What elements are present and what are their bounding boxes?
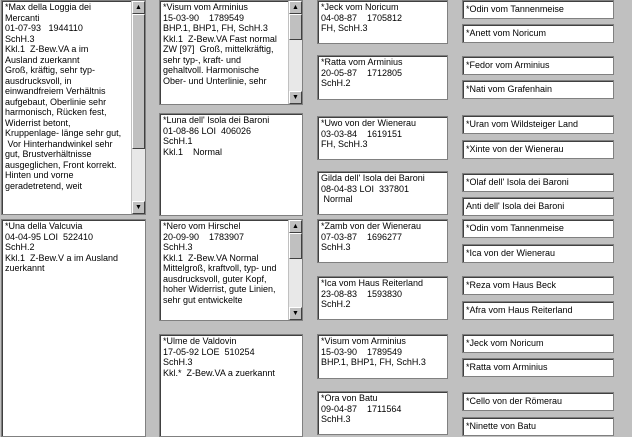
scrollbar[interactable] [131, 1, 145, 214]
ancestor-name-field[interactable]: *Anett vom Noricum [462, 24, 614, 43]
ancestor-name-field[interactable]: *Odin vom Tannenmeise [462, 0, 614, 19]
ancestor-info-text: *Ora von Batu 09-04-87 1711564 SchH.3 [321, 393, 402, 424]
ancestor-info-text: *Jeck vom Noricum 04-08-87 1705812 FH, SchH.3 [321, 2, 403, 33]
sire-info-text: *Max della Loggia dei Mercanti 01-07-93 1944110 SchH.3 Kkl.1 Z-Bew.VA a im Ausland zuerkannt Groß, kräftig, sehr typ- ausdrucksvoll, in einwandfreiem Verhältnis aufgebaut, Oberlinie sehr harmonisch, Rücken fest, Widerrist betont, Kruppenlage- länge sehr gut, Vor Hinterhandwinkel sehr gut, Brustverhältnisse ausgeglichen, Front korrekt. Hinten und vorne geradetretend, weit [5, 2, 122, 191]
dam-info-text: *Una della Valcuvia 04-04-95 LOI 522410 SchH.2 Kkl.1 Z-Bew.V a im Ausland zuerkannt [5, 221, 119, 273]
ancestor-name-field[interactable]: *Ninette von Batu [462, 417, 614, 436]
ancestor-name-field[interactable]: Anti dell' Isola dei Baroni [462, 197, 614, 216]
ancestor-info-box[interactable] [159, 113, 303, 216]
ancestor-info-text: *Visum vom Arminius 15-03-90 1789549 BHP.1, BHP1, FH, SchH.3 [321, 336, 426, 367]
ancestor-info-box[interactable] [317, 171, 448, 215]
scrollbar[interactable] [288, 220, 302, 320]
ancestor-info-box[interactable] [317, 276, 448, 320]
ancestor-info-box[interactable] [317, 0, 448, 44]
ancestor-info-box[interactable] [317, 116, 448, 160]
scroll-down-icon[interactable]: ▼ [289, 307, 302, 320]
ancestor-info-text: *Ratta vom Arminius 20-05-87 1712805 SchH.2 [321, 57, 403, 88]
ancestor-name-field[interactable]: *Jeck vom Noricum [462, 334, 614, 353]
ancestor-info-text: *Luna dell' Isola dei Baroni 01-08-86 LOI 406026 SchH.1 Kkl.1 Normal [163, 115, 270, 157]
ancestor-info-box[interactable] [317, 334, 448, 379]
scroll-down-icon[interactable]: ▼ [132, 201, 145, 214]
ancestor-name-field[interactable]: *Olaf dell' Isola dei Baroni [462, 173, 614, 192]
ancestor-info-box[interactable] [159, 219, 303, 321]
ancestor-info-text: *Ica vom Haus Reiterland 23-08-83 1593830 SchH.2 [321, 278, 424, 309]
ancestor-name-field[interactable]: *Nati vom Grafenhain [462, 80, 614, 99]
ancestor-name-field[interactable]: *Odin vom Tannenmeise [462, 219, 614, 238]
ancestor-name-field[interactable]: *Uran vom Wildsteiger Land [462, 115, 614, 134]
ancestor-name-field[interactable]: *Reza vom Haus Beck [462, 276, 614, 295]
ancestor-info-box[interactable] [159, 0, 303, 105]
ancestor-info-box[interactable] [159, 334, 303, 437]
scroll-down-icon[interactable]: ▼ [289, 91, 302, 104]
scroll-up-icon[interactable]: ▲ [289, 220, 302, 233]
ancestor-info-box[interactable] [317, 55, 448, 100]
ancestor-info-text: *Zamb von der Wienerau 07-03-87 1696277 SchH.3 [321, 221, 422, 252]
ancestor-name-field[interactable]: *Afra vom Haus Reiterland [462, 301, 614, 320]
ancestor-info-box[interactable] [317, 391, 448, 435]
scroll-up-icon[interactable]: ▲ [132, 1, 145, 14]
scroll-thumb[interactable] [289, 14, 302, 40]
ancestor-name-field[interactable]: *Cello von der Römerau [462, 392, 614, 411]
scroll-up-icon[interactable]: ▲ [289, 1, 302, 14]
scroll-thumb[interactable] [289, 233, 302, 259]
ancestor-info-text: *Nero vom Hirschel 20-09-90 1783907 SchH.3 Kkl.1 Z-Bew.VA Normal Mittelgroß, kraftvoll, typ- und ausdrucksvoll, guter Kopf, hoher Widerrist, gute Linien, sehr gut entwickelte [163, 221, 277, 305]
ancestor-info-box[interactable] [317, 219, 448, 263]
scroll-thumb[interactable] [132, 14, 145, 149]
scrollbar[interactable] [288, 1, 302, 104]
ancestor-info-text: *Ulme de Valdovin 17-05-92 LOE 510254 SchH.3 Kkl.* Z-Bew.VA a zuerkannt [163, 336, 275, 378]
ancestor-info-text: *Visum vom Arminius 15-03-90 1789549 BHP.1, BHP1, FH, SchH.3 Kkl.1 Z-Bew.VA Fast normal ZW [97] Groß, mittelkräftig, sehr typ-, kraft- und gehaltvoll. Harmonische Ober- und Unterlinie, sehr [163, 2, 277, 86]
ancestor-name-field[interactable]: *Ratta vom Arminius [462, 358, 614, 377]
sire-info-box[interactable] [1, 0, 146, 215]
ancestor-name-field[interactable]: *Xinte von der Wienerau [462, 140, 614, 159]
dam-info-box[interactable] [1, 219, 146, 437]
ancestor-name-field[interactable]: *Fedor vom Arminius [462, 56, 614, 75]
ancestor-name-field[interactable]: *Ica von der Wienerau [462, 244, 614, 263]
ancestor-info-text: Gilda dell' Isola dei Baroni 08-04-83 LOI 337801 Normal [321, 173, 425, 204]
ancestor-info-text: *Uwo von der Wienerau 03-03-84 1619151 FH, SchH.3 [321, 118, 417, 149]
